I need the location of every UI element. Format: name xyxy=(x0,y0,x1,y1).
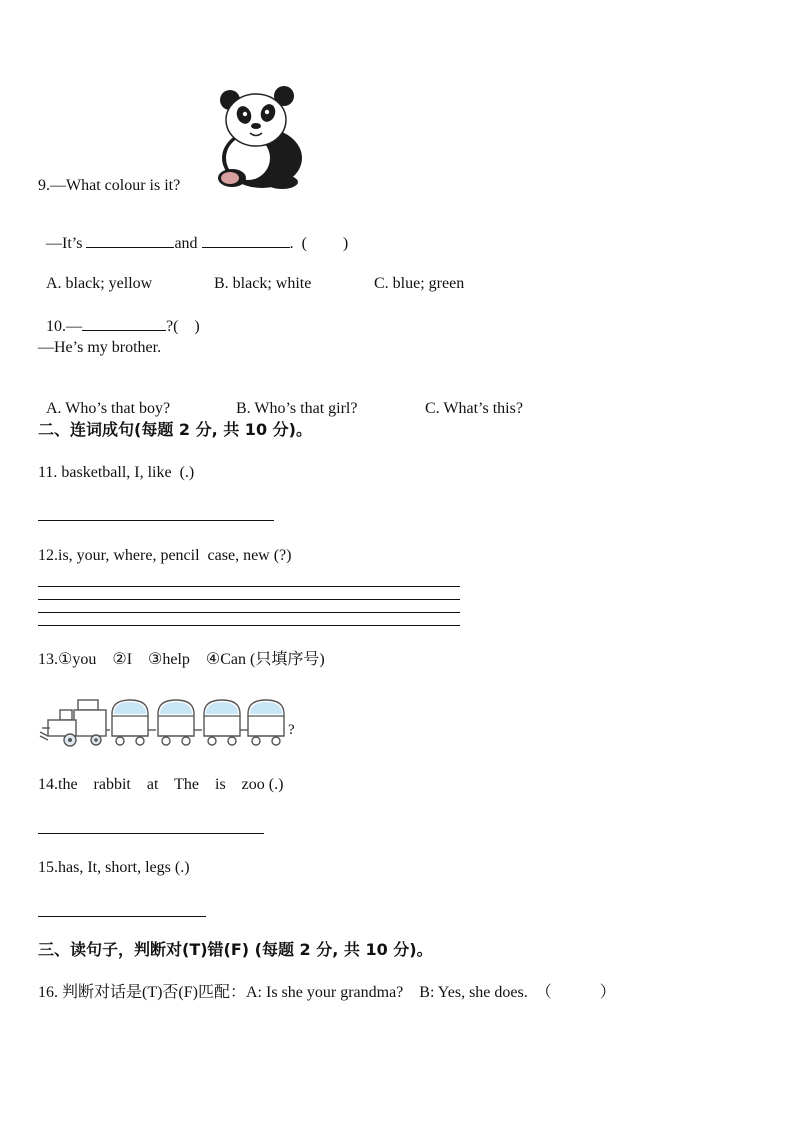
q14-answer-line[interactable] xyxy=(38,833,264,834)
q12-answer-line-4[interactable] xyxy=(38,625,460,626)
q9-prompt: 9.—What colour is it? xyxy=(38,177,181,194)
section-3-title: 三、读句子，判断对(T)错(F) (每题 2 分, 共 10 分)。 xyxy=(38,940,433,959)
q12-answer-line-2[interactable] xyxy=(38,599,460,600)
q12-answer-line-1[interactable] xyxy=(38,586,460,587)
q9-answer-line xyxy=(38,213,348,254)
q9-blank-1[interactable] xyxy=(86,233,174,248)
q11-text: 11. basketball, I, like (.) xyxy=(38,464,195,481)
q9-answer-end: . ( ) xyxy=(289,235,349,252)
q9-options xyxy=(38,254,464,294)
q9-option-c[interactable]: C. blue; green xyxy=(374,275,465,292)
q9-answer-prefix: —It’s xyxy=(46,235,87,252)
q10-blank[interactable] xyxy=(82,316,166,331)
q9-blank-2[interactable] xyxy=(202,233,290,248)
panda-image xyxy=(212,78,308,190)
q10-options xyxy=(38,379,523,419)
section-2-title: 二、连词成句(每题 2 分, 共 10 分)。 xyxy=(38,420,312,439)
q15-answer-line[interactable] xyxy=(38,916,206,917)
train-image[interactable] xyxy=(38,696,288,748)
q13-text: 13.①you ②I ③help ④Can (只填序号) xyxy=(38,651,325,668)
q10-option-c[interactable]: C. What’s this? xyxy=(425,400,523,417)
q9-option-a[interactable]: A. black; yellow xyxy=(46,275,153,292)
q14-text: 14.the rabbit at The is zoo (.) xyxy=(38,776,284,793)
q12-answer-line-3[interactable] xyxy=(38,612,460,613)
q15-text: 15.has, It, short, legs (.) xyxy=(38,859,190,876)
q12-text: 12.is, your, where, pencil case, new (?) xyxy=(38,547,292,564)
q11-answer-line[interactable] xyxy=(38,520,274,521)
q10-option-a[interactable]: A. Who’s that boy? xyxy=(46,400,171,417)
q13-train-question-mark: ? xyxy=(288,722,295,738)
q16-text: 16. 判断对话是(T)否(F)匹配：A: Is she your grandma? B: Yes, she does. （ ） xyxy=(38,984,616,1001)
q10-reply: —He’s my brother. xyxy=(38,339,162,356)
q10-prompt-end: ?( ) xyxy=(166,318,200,335)
q10-prompt-start: 10.— xyxy=(46,318,82,335)
q10-prompt xyxy=(38,296,200,337)
q9-option-b[interactable]: B. black; white xyxy=(214,275,312,292)
q10-option-b[interactable]: B. Who’s that girl? xyxy=(236,400,358,417)
q9-answer-and: and xyxy=(174,235,198,252)
